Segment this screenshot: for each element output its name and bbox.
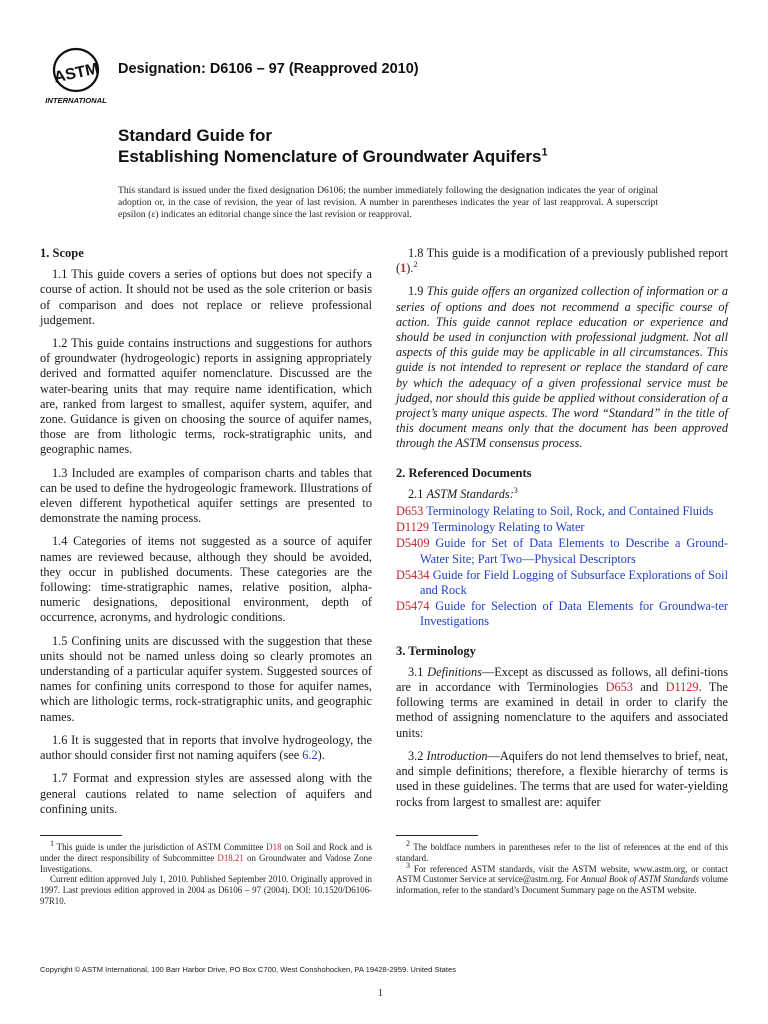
- para-1-7: 1.7 Format and expression styles are assessed along with the general cautions related to name selection of aquifers and confining units.: [40, 771, 372, 816]
- standard-code-link[interactable]: D5434: [396, 567, 430, 582]
- astm-logo: [42, 44, 110, 106]
- title-footnote-mark: 1: [541, 146, 548, 159]
- title-line-2: Establishing Nomenclature of Groundwater Aquifers$^1$: [118, 146, 548, 166]
- logo-text: ASTM: [52, 60, 101, 87]
- footnote-3: $^3$ For referenced ASTM standards, visit the ASTM website, www.astm.org, or contact ASTM Customer Service at service@astm.org. For Annual Book of ASTM Standards volume information, refer to the standard’s Document Summary page on the ASTM website.: [396, 860, 728, 896]
- para-1-8: 1.8 This guide is a modification of a previously published report (1).$^2$: [396, 246, 728, 276]
- right-column: [396, 246, 728, 818]
- subcommittee-link-d18-21[interactable]: D18.21: [217, 852, 244, 863]
- committee-link-d18[interactable]: D18: [266, 842, 282, 852]
- standard-notice: This standard is issued under the fixed designation D6106; the number immediately following the designation indicates the year of original adoption or, in the case of revision, the year of last revision. A number in parentheses indicates the year of last reapproval. A superscript epsilon (ε) indicates an editorial change since the last revision or reapproval.: [118, 185, 658, 221]
- copyright-notice: Copyright © ASTM International, 100 Barr Harbor Drive, PO Box C700, West Conshohocken, PA 19428-2959. United States: [40, 965, 457, 974]
- scope-heading: 1. Scope: [40, 246, 84, 260]
- para-3-2: 3.2 Introduction—Aquifers do not lend themselves to brief, neat, and simple definitions; therefore, a flexible hierarchy of terms is used in these guidelines. The terms that are used for water-yielding rocks from largest to smallest are: aquifer: [396, 748, 728, 809]
- para-1-5: 1.5 Confining units are discussed with the suggestion that these units should not be named unless doing so clearly promotes an understanding of a particular aquifer system. Suggested sources of names for confining units correspond to those for aquifer names, which are lithologic terms, rock-stratigraphic units, and geographic names.: [40, 633, 372, 724]
- footnote-1-edition: Current edition approved July 1, 2010. Published September 2010. Originally approved in 1997. Last previous edition approved in 2004 as D6106 – 97 (2004). DOI: 10.1520/D6106-97R10.: [40, 874, 372, 906]
- footnote-1: $^1$ This guide is under the jurisdiction of ASTM Committee D18 on Soil and Rock and is under the direct responsibility of Subcommittee D18.21 on Groundwater and Vadose Zone Investigations.: [40, 839, 373, 874]
- para-1-4: 1.4 Categories of items not suggested as a source of aquifer names are reviewed because, although they should be avoided, they occur in published documents. These categories are the following: time-stratigraphic names, relative position, alpha-numeric designations, depositional environment, depth of occurrence, acronyms, and hydrologic conditions.: [40, 534, 372, 625]
- footnotes-right: [396, 839, 728, 896]
- reference-link-1[interactable]: 1: [400, 261, 407, 276]
- para-1-2: 1.2 This guide contains instructions and suggestions for authors of groundwater (hydrogeologic) reports in assigning appropriately derived and formatted aquifer nomenclature. Discussed are the water-bearing units that may require name identification, which are, ranked from largest to smallest, aquifer system, aquifer, and zone. Guidance is given on choosing the source of aquifer names, those are from lithologic terms, rock-stratigraphic units, and geographic names.: [40, 336, 372, 457]
- reference-item: [396, 520, 728, 535]
- para-1-1: 1.1 This guide covers a series of options but does not specify a course of action. It should not be used as the sole criterion or basis of comparison and does not replace or relieve professional judgement.: [40, 267, 372, 327]
- page-number: 1: [378, 988, 383, 999]
- standard-title-link[interactable]: Guide for Field Logging of Subsurface Explorations of Soil and Rock: [420, 567, 728, 598]
- footnote-2: $^2$ The boldface numbers in parentheses refer to the list of references at the end of this standard.: [396, 839, 728, 863]
- standard-code-link[interactable]: D5474: [396, 599, 430, 614]
- referenced-documents-heading: 2. Referenced Documents: [396, 465, 532, 480]
- para-2-1: 2.1 ASTM Standards:$^3$: [408, 485, 518, 501]
- terminology-heading: 3. Terminology: [396, 643, 476, 658]
- para-1-9: 1.9 This guide offers an organized collection of information or a series of options and does not recommend a specific course of action. This guide cannot replace education or experience and should be used in conjunction with professional judgment. Not all aspects of this guide may be applicable in all circumstances. This guide is not intended to represent or replace the standard of care by which the adequacy of a given professional service must be judged, nor should this guide be applied without consideration of a project’s many unique aspects. The word “Standard” in the title of this document means only that the document has been approved through the ASTM consensus process.: [396, 284, 728, 451]
- section-link-6-2[interactable]: 6.2: [302, 748, 318, 763]
- para-3-1: 3.1 Definitions—Except as discussed as follows, all defini-tions are in accordance with Terminologies D653 and D1129. The following terms are examined in detail in order to clarify the method of assigning nomenclature to the aquifers and associated units:: [396, 664, 729, 740]
- standard-code-link[interactable]: D5409: [396, 536, 430, 551]
- left-column: [40, 246, 372, 825]
- reference-item: [396, 568, 728, 598]
- standard-title-link[interactable]: Terminology Relating to Water: [431, 520, 585, 535]
- para-1-3: 1.3 Included are examples of comparison charts and tables that can be used to define the hydrogeologic framework. Illustrations of eleven different hypothetical aquifer settings are presented to demonstrate the naming process.: [40, 465, 372, 526]
- reference-item: [396, 504, 728, 519]
- reference-item: [396, 536, 728, 566]
- standard-title-link[interactable]: Guide for Set of Data Elements to Describe a Ground-Water Site; Part Two—Physical Descriptors: [420, 536, 729, 566]
- terminology-link-d653[interactable]: D653: [605, 680, 633, 695]
- footnote-rule-left: [40, 835, 122, 836]
- title-line-1: Standard Guide for: [118, 126, 272, 145]
- standard-title-link[interactable]: Guide for Selection of Data Elements for Groundwa-ter Investigations: [420, 599, 728, 629]
- designation: Designation: D6106 – 97 (Reapproved 2010): [118, 61, 419, 77]
- para-1-6: 1.6 It is suggested that in reports that involve hydrogeology, the author should consider first not naming aquifers (see 6.2).: [40, 732, 372, 763]
- terminology-link-d1129[interactable]: D1129: [665, 680, 699, 695]
- logo-subtext: INTERNATIONAL: [45, 96, 107, 105]
- standard-code-link[interactable]: D653: [396, 504, 424, 519]
- document-title: [118, 125, 728, 167]
- reference-item: [396, 599, 728, 629]
- standard-title-link[interactable]: Terminology Relating to Soil, Rock, and Contained Fluids: [426, 504, 714, 519]
- standard-code-link[interactable]: D1129: [396, 520, 430, 535]
- footnotes-left: [40, 839, 373, 907]
- footnote-rule-right: [396, 835, 478, 836]
- footnote-mark-2: 2: [413, 260, 418, 270]
